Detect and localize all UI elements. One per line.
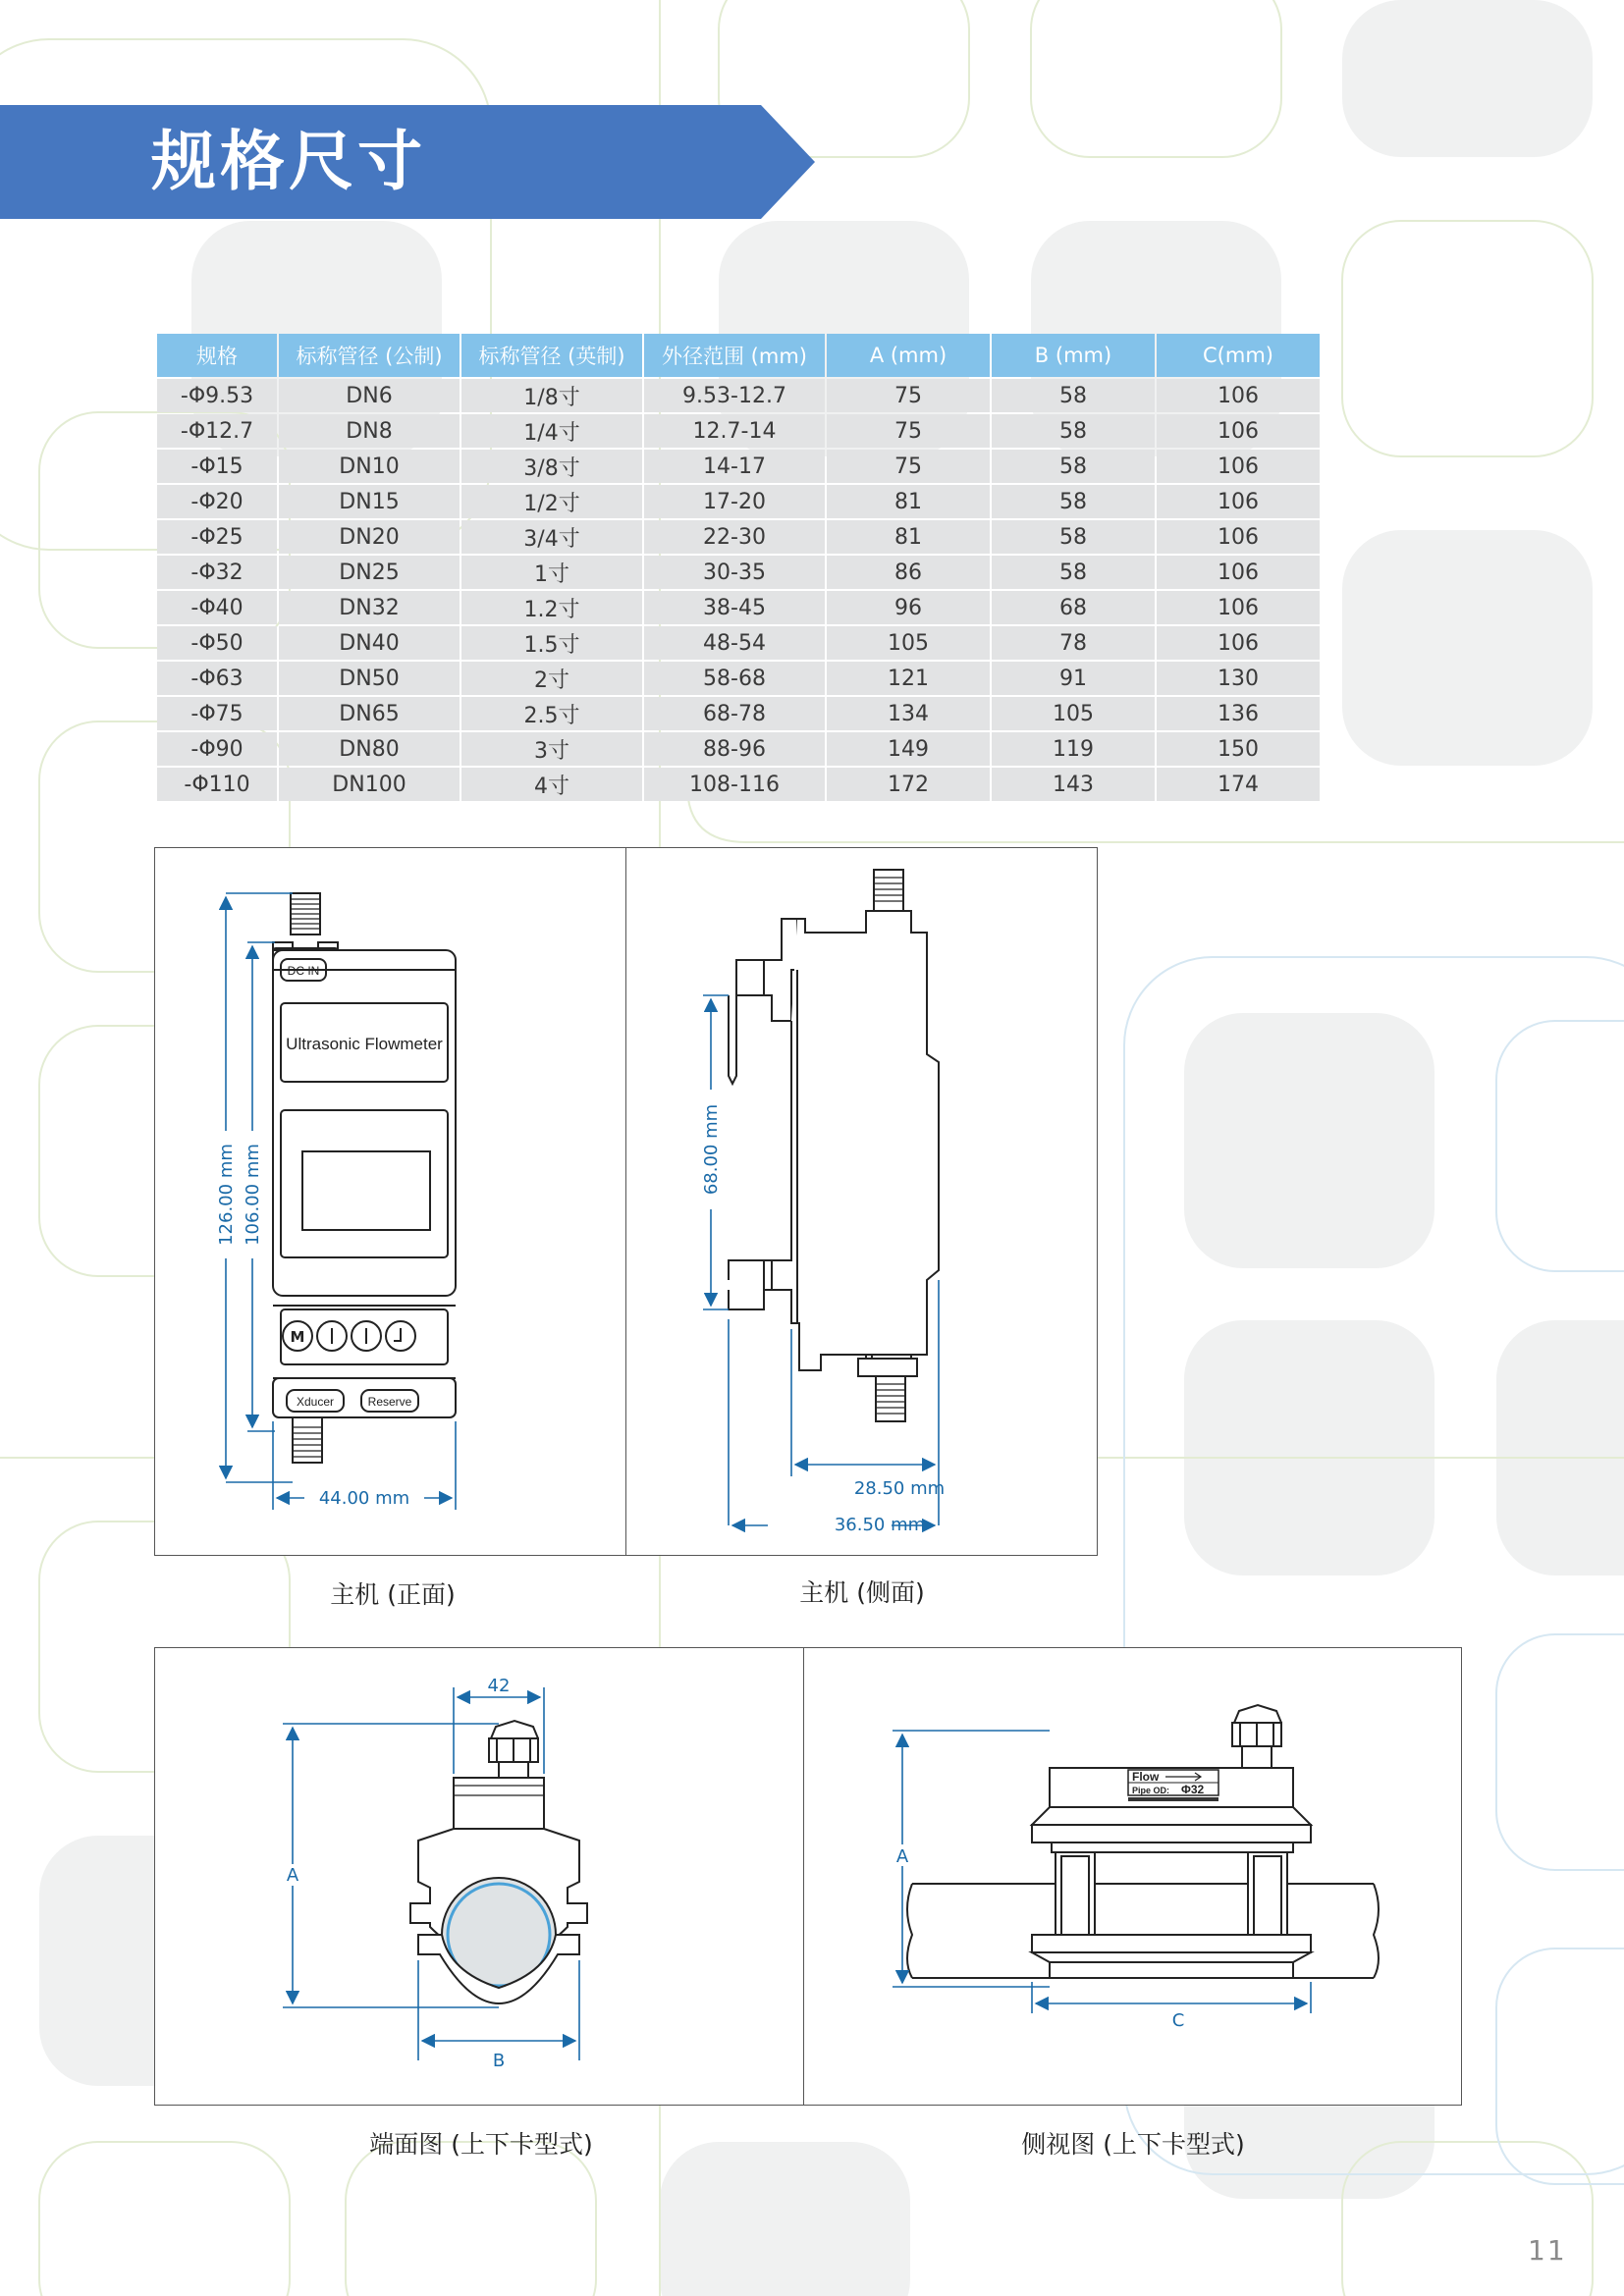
table-cell: 136 xyxy=(1157,697,1320,730)
end-dim-a: A xyxy=(286,1865,299,1886)
table-cell: 12.7-14 xyxy=(644,414,825,448)
table-cell: 58 xyxy=(992,485,1155,518)
table-cell: 78 xyxy=(992,626,1155,660)
page-title: 规格尺寸 xyxy=(151,124,426,199)
table-cell: 68 xyxy=(992,591,1155,624)
side-dim-68: 68.00 mm xyxy=(701,1103,722,1196)
table-cell: 68-78 xyxy=(644,697,825,730)
table-cell: DN25 xyxy=(279,556,460,589)
dc-in-label: DC IN xyxy=(287,964,320,978)
end-dim-42: 42 xyxy=(487,1676,511,1696)
table-cell: 105 xyxy=(827,626,990,660)
column-header: 标称管径 (英制) xyxy=(461,334,642,377)
table-cell: -Φ40 xyxy=(157,591,277,624)
column-header: 外径范围 (mm) xyxy=(644,334,825,377)
side-dim-28: 28.50 mm xyxy=(853,1478,946,1499)
table-cell: 106 xyxy=(1157,379,1320,412)
table-cell: -Φ25 xyxy=(157,520,277,554)
table-cell: 119 xyxy=(992,732,1155,766)
table-cell: 38-45 xyxy=(644,591,825,624)
table-row xyxy=(157,379,1320,412)
table-cell: -Φ12.7 xyxy=(157,414,277,448)
table-cell: 1.2寸 xyxy=(461,591,642,624)
table-row xyxy=(157,591,1320,624)
table-row xyxy=(157,414,1320,448)
sensor-dim-a: A xyxy=(895,1846,909,1867)
table-cell: 2寸 xyxy=(461,662,642,695)
table-cell: DN80 xyxy=(279,732,460,766)
table-cell: 1/8寸 xyxy=(461,379,642,412)
table-cell: 134 xyxy=(827,697,990,730)
table-row xyxy=(157,626,1320,660)
table-cell: 22-30 xyxy=(644,520,825,554)
table-cell: 1.5寸 xyxy=(461,626,642,660)
table-cell: 86 xyxy=(827,556,990,589)
front-dim-126: 126.00 mm xyxy=(216,1144,237,1246)
caption-front-view: 主机 (正面) xyxy=(330,1580,456,1609)
table-cell: 30-35 xyxy=(644,556,825,589)
table-cell: -Φ9.53 xyxy=(157,379,277,412)
table-row xyxy=(157,732,1320,766)
column-header: B (mm) xyxy=(992,334,1155,377)
table-row xyxy=(157,450,1320,483)
table-cell: DN6 xyxy=(279,379,460,412)
table-header-row xyxy=(157,334,1320,377)
caption-side-view: 主机 (侧面) xyxy=(799,1578,925,1607)
table-cell: 1寸 xyxy=(461,556,642,589)
device-name-label: Ultrasonic Flowmeter xyxy=(286,1035,443,1053)
table-cell: 106 xyxy=(1157,556,1320,589)
table-row xyxy=(157,697,1320,730)
table-cell: 108-116 xyxy=(644,768,825,801)
table-cell: -Φ90 xyxy=(157,732,277,766)
table-cell: 14-17 xyxy=(644,450,825,483)
table-cell: 58 xyxy=(992,379,1155,412)
table-cell: 1/4寸 xyxy=(461,414,642,448)
table-row xyxy=(157,556,1320,589)
table-cell: -Φ15 xyxy=(157,450,277,483)
table-cell: 149 xyxy=(827,732,990,766)
end-view-drawing xyxy=(154,1647,805,2106)
plate-pipe-od-label: Pipe OD: xyxy=(1132,1786,1170,1795)
column-header: 规格 xyxy=(157,334,277,377)
table-cell: 174 xyxy=(1157,768,1320,801)
table-cell: 4寸 xyxy=(461,768,642,801)
table-cell: 121 xyxy=(827,662,990,695)
sensor-dim-c: C xyxy=(1171,2010,1185,2031)
table-cell: DN10 xyxy=(279,450,460,483)
table-cell: 81 xyxy=(827,485,990,518)
table-cell: 58 xyxy=(992,450,1155,483)
table-cell: 106 xyxy=(1157,450,1320,483)
table-cell: -Φ63 xyxy=(157,662,277,695)
table-cell: -Φ20 xyxy=(157,485,277,518)
table-cell: DN8 xyxy=(279,414,460,448)
plate-size-label: Φ32 xyxy=(1181,1783,1205,1796)
reserve-label: Reserve xyxy=(367,1395,412,1409)
plate-flow-label: Flow xyxy=(1132,1770,1160,1784)
side-view-drawing xyxy=(625,847,1098,1556)
column-header: 标称管径 (公制) xyxy=(279,334,460,377)
caption-end-view: 端面图 (上下卡型式) xyxy=(369,2130,593,2159)
table-cell: 17-20 xyxy=(644,485,825,518)
table-cell: DN32 xyxy=(279,591,460,624)
table-body xyxy=(157,379,1320,801)
table-cell: 2.5寸 xyxy=(461,697,642,730)
table-cell: 81 xyxy=(827,520,990,554)
front-dim-44: 44.00 mm xyxy=(318,1488,410,1509)
table-row xyxy=(157,768,1320,801)
table-cell: 58 xyxy=(992,414,1155,448)
table-cell: 105 xyxy=(992,697,1155,730)
table-cell: DN40 xyxy=(279,626,460,660)
table-cell: 106 xyxy=(1157,626,1320,660)
side-dim-36: 36.50 mm xyxy=(834,1515,926,1535)
front-dim-106: 106.00 mm xyxy=(243,1144,263,1246)
table-row xyxy=(157,485,1320,518)
table-cell: 150 xyxy=(1157,732,1320,766)
spec-table xyxy=(155,332,1322,803)
svg-text:M: M xyxy=(290,1328,305,1346)
table-row xyxy=(157,662,1320,695)
table-cell: -Φ50 xyxy=(157,626,277,660)
table-cell: -Φ110 xyxy=(157,768,277,801)
table-cell: 172 xyxy=(827,768,990,801)
table-cell: 3/4寸 xyxy=(461,520,642,554)
table-cell: 58 xyxy=(992,520,1155,554)
sensor-side-view-drawing xyxy=(803,1647,1462,2106)
table-cell: 91 xyxy=(992,662,1155,695)
end-dim-b: B xyxy=(492,2051,506,2071)
table-cell: 58-68 xyxy=(644,662,825,695)
table-cell: 106 xyxy=(1157,591,1320,624)
table-cell: 9.53-12.7 xyxy=(644,379,825,412)
table-cell: 75 xyxy=(827,379,990,412)
table-cell: 75 xyxy=(827,450,990,483)
column-header: C(mm) xyxy=(1157,334,1320,377)
table-cell: 3寸 xyxy=(461,732,642,766)
table-cell: -Φ32 xyxy=(157,556,277,589)
table-cell: 75 xyxy=(827,414,990,448)
table-cell: DN20 xyxy=(279,520,460,554)
table-cell: DN15 xyxy=(279,485,460,518)
table-cell: 96 xyxy=(827,591,990,624)
table-cell: 106 xyxy=(1157,414,1320,448)
table-cell: 106 xyxy=(1157,485,1320,518)
xducer-label: Xducer xyxy=(296,1395,335,1409)
table-row xyxy=(157,520,1320,554)
table-cell: 143 xyxy=(992,768,1155,801)
table-cell: DN100 xyxy=(279,768,460,801)
table-cell: 3/8寸 xyxy=(461,450,642,483)
page-number: 11 xyxy=(1528,2234,1567,2267)
column-header: A (mm) xyxy=(827,334,990,377)
table-cell: 58 xyxy=(992,556,1155,589)
table-cell: DN50 xyxy=(279,662,460,695)
table-cell: 130 xyxy=(1157,662,1320,695)
front-view-drawing xyxy=(154,847,627,1556)
table-cell: 88-96 xyxy=(644,732,825,766)
table-cell: 48-54 xyxy=(644,626,825,660)
table-cell: 1/2寸 xyxy=(461,485,642,518)
table-cell: 106 xyxy=(1157,520,1320,554)
table-cell: DN65 xyxy=(279,697,460,730)
table-cell: -Φ75 xyxy=(157,697,277,730)
caption-sensor-side-view: 侧视图 (上下卡型式) xyxy=(1021,2130,1245,2159)
